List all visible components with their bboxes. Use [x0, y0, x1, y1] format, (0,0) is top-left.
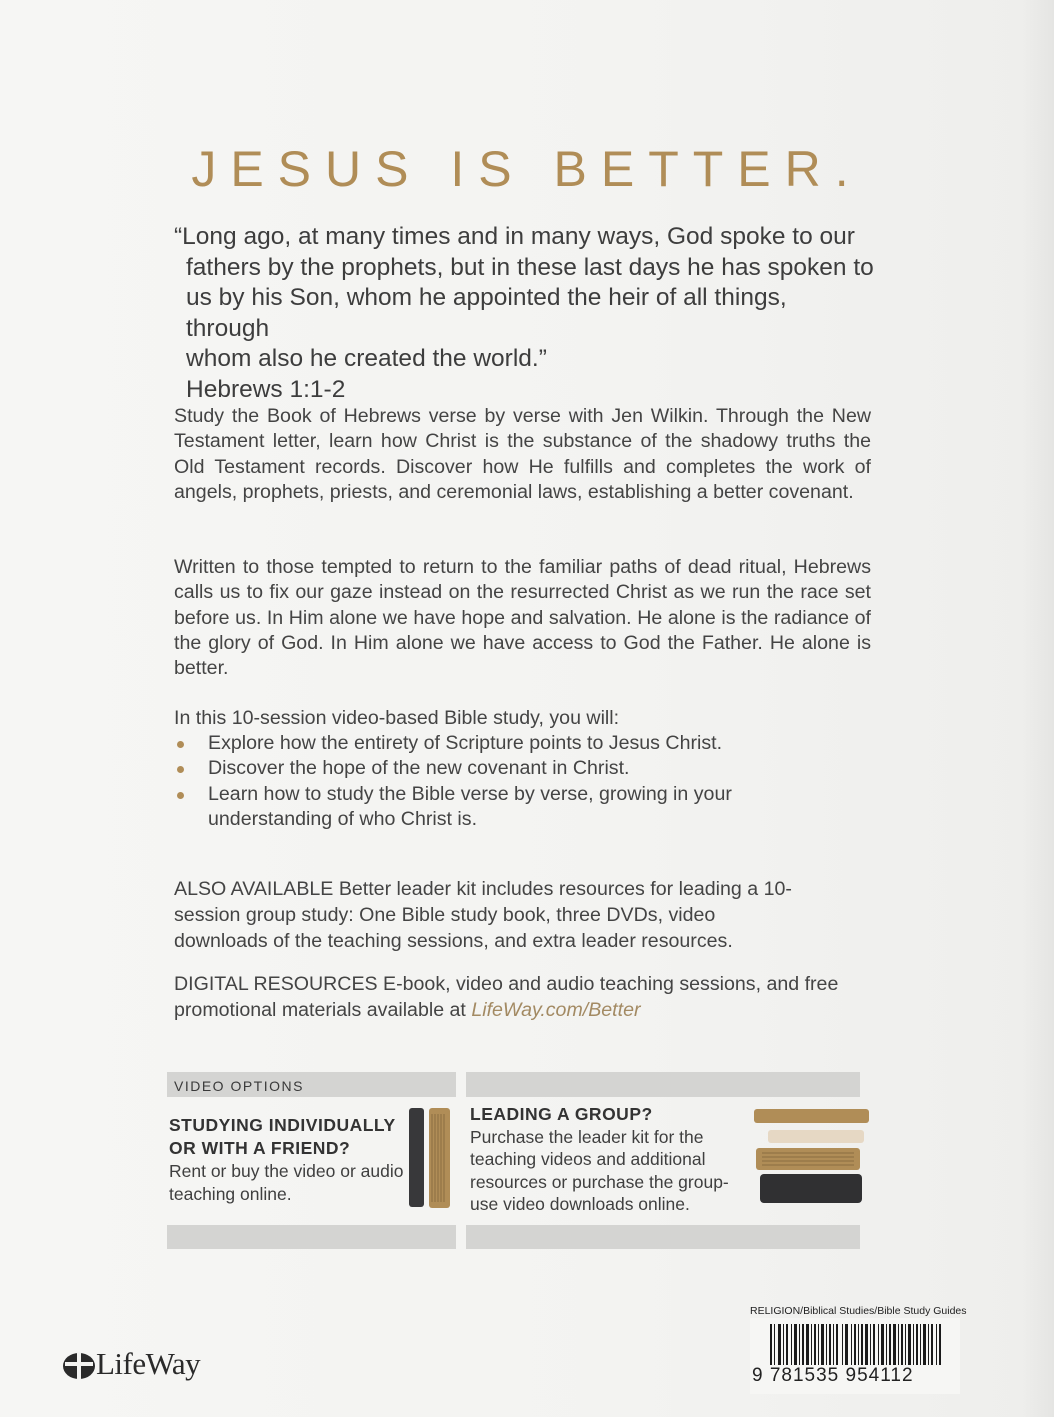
- study-bullet-list: [174, 731, 814, 832]
- cover-edge-shadow: [1020, 0, 1054, 1417]
- group-card: [470, 1103, 750, 1216]
- individual-body: Rent or buy the video or audio teaching online.: [169, 1161, 404, 1204]
- list-item: [174, 782, 814, 833]
- individual-card: [169, 1114, 404, 1205]
- digital-resources: [174, 972, 854, 1024]
- bullet-text: Discover the hope of the new covenant in Christ.: [208, 757, 630, 780]
- publisher-name: LifeWay: [96, 1346, 201, 1381]
- quote-line-2: fathers by the prophets, but in these last days he has spoken to: [186, 253, 874, 281]
- upright-books-icon: [405, 1106, 455, 1210]
- list-item: [174, 756, 814, 781]
- list-item: [174, 731, 814, 756]
- group-heading: LEADING A GROUP?: [470, 1104, 653, 1124]
- quote-line-3: us by his Son, whom he appointed the heir of all things, through: [186, 284, 787, 342]
- quote-reference: Hebrews 1:1-2: [186, 375, 346, 403]
- bullet-text: Learn how to study the Bible verse by verse, growing in your understanding of who Christ is.: [208, 782, 732, 830]
- lifeway-logo-icon: [62, 1346, 98, 1386]
- also-available-text: ALSO AVAILABLE Better leader kit includes resources for leading a 10-session group study: One Bible study book, three DVDs, video downloads of the teaching sessions, and extra leader resources.: [174, 878, 792, 952]
- quote-line-4: whom also he created the world.”: [186, 345, 547, 372]
- lifeway-better-link[interactable]: LifeWay.com/Better: [471, 998, 641, 1021]
- bullet-dot-icon: [177, 766, 184, 773]
- study-intro: In this 10-session video-based Bible study, you will:: [174, 707, 620, 729]
- description-paragraph-1: Study the Book of Hebrews verse by verse with Jen Wilkin. Through the New Testament letter, learn how Christ is the substance of the shadowy truths the Old Testament records. Discover how He fulfills and completes the work of angels, prophets, priests, and ceremonial laws, establishing a better covenant.: [174, 405, 871, 503]
- video-options-footer-bar: [167, 1225, 456, 1249]
- bullet-text: Explore how the entirety of Scripture points to Jesus Christ.: [208, 732, 723, 754]
- bullet-dot-icon: [177, 741, 184, 748]
- quote-line-1: “Long ago, at many times and in many ways, God spoke to our: [174, 223, 855, 250]
- digital-resources-text: DIGITAL RESOURCES E-book, video and audio teaching sessions, and free promotional materials available at: [174, 973, 839, 1021]
- video-options-label: VIDEO OPTIONS: [174, 1078, 304, 1094]
- individual-heading-2: OR WITH A FRIEND?: [169, 1137, 351, 1158]
- individual-heading-1: STUDYING INDIVIDUALLY: [169, 1115, 396, 1135]
- category-label: RELIGION/Biblical Studies/Bible Study Guides: [750, 1305, 967, 1317]
- bullet-dot-icon: [177, 792, 184, 799]
- group-footer-bar: [466, 1225, 860, 1249]
- group-body: Purchase the leader kit for the teaching videos and additional resources or purchase the group-use video downloads online.: [470, 1126, 729, 1214]
- description-paragraph-2: Written to those tempted to return to the familiar paths of dead ritual, Hebrews calls us to fix our gaze instead on the resurrected Christ as we run the race set before us. In Him alone we have hope and salvation. He alone is the radiance of the glory of God. In Him alone we have access to God the Father. He alone is better.: [174, 556, 871, 680]
- isbn-number: 9 781535 954112: [752, 1365, 952, 1387]
- group-header-bar: [466, 1072, 860, 1097]
- scripture-quote: [174, 222, 874, 405]
- cover-title: JESUS IS BETTER.: [191, 141, 863, 197]
- stacked-books-icon: [750, 1106, 872, 1206]
